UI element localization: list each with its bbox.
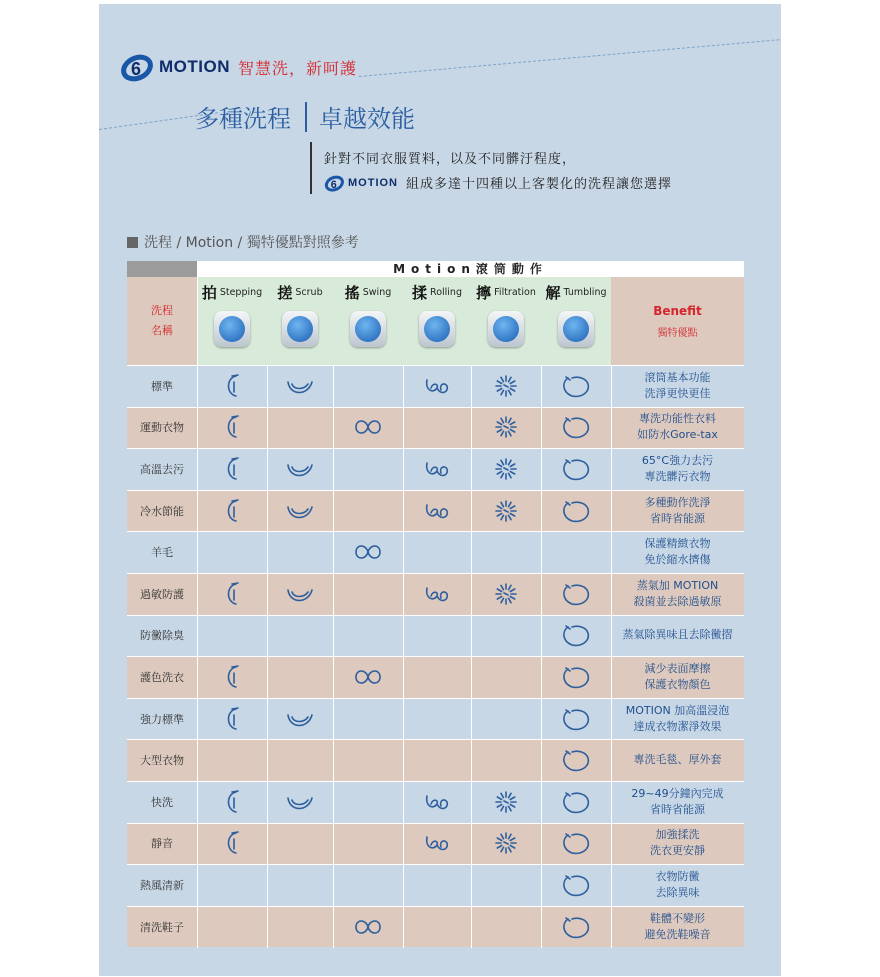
program-header-line: 洗程 <box>151 304 173 317</box>
tumbling-icon <box>558 455 594 483</box>
swing-icon-button-icon <box>350 311 386 347</box>
tumbling-icon <box>558 413 594 441</box>
program-name: 快洗 <box>151 795 173 809</box>
benefit-line: 65°C強力去污 <box>641 453 714 467</box>
tumbling-icon <box>558 705 594 733</box>
description-line-1: 針對不同衣服質料，以及不同髒汙程度， <box>324 152 577 167</box>
headline-right: 卓越效能 <box>319 105 415 133</box>
row-divider <box>127 739 744 740</box>
benefit-line: 蒸氣除異味且去除黴摺 <box>622 628 733 642</box>
column-divider <box>471 365 472 948</box>
program-name: 熱風清新 <box>140 878 184 892</box>
row-divider <box>127 531 744 532</box>
table-header-corner <box>127 261 197 277</box>
program-name: 護色洗衣 <box>140 670 184 684</box>
benefit-text <box>611 407 744 449</box>
rolling-icon <box>419 455 455 483</box>
filtration-icon <box>488 413 524 441</box>
headline-divider <box>305 102 307 132</box>
motion-zh-label: 搓 <box>277 283 293 302</box>
scrub-icon-button-icon <box>282 311 318 347</box>
benefit-line: MOTION 加高溫浸泡 <box>625 703 730 717</box>
benefit-line: 專洗功能性衣料 <box>639 412 716 426</box>
benefit-line: 加強揉洗 <box>655 828 700 842</box>
benefit-text <box>611 490 744 532</box>
tumbling-icon <box>558 871 594 899</box>
stepping-icon <box>214 497 250 525</box>
benefit-line: 免於縮水擠傷 <box>644 553 711 567</box>
motion-header-filtration <box>471 281 541 303</box>
motion-en-label: Stepping <box>219 286 263 298</box>
motion-en-label: Tumbling <box>563 286 607 298</box>
benefit-line: 滾筒基本功能 <box>644 370 711 384</box>
stepping-icon <box>214 580 250 608</box>
scrub-icon <box>282 788 318 816</box>
row-divider <box>127 448 744 449</box>
benefit-text <box>611 365 744 407</box>
stepping-icon <box>214 829 250 857</box>
benefit-line: 專洗毛毯、厚外套 <box>633 753 722 767</box>
row-divider <box>127 615 744 616</box>
filtration-icon <box>488 497 524 525</box>
benefit-text <box>611 656 744 698</box>
benefit-line: 達成衣物潔淨效果 <box>633 719 722 733</box>
tumbling-icon <box>558 497 594 525</box>
benefit-text <box>611 906 744 948</box>
program-name: 運動衣物 <box>140 421 184 435</box>
program-name: 防黴除臭 <box>140 629 184 643</box>
rolling-icon <box>419 497 455 525</box>
motion-logo-icon <box>121 52 155 82</box>
description-line-2-text: 組成多達十四種以上客製化的洗程讓您選擇 <box>406 177 673 192</box>
benefit-line: 鞋體不變形 <box>650 911 705 925</box>
benefit-line: 省時省能源 <box>650 802 705 816</box>
benefit-text <box>611 698 744 740</box>
motion-button-face <box>424 316 450 342</box>
tumbling-icon-button-icon <box>558 311 594 347</box>
motion-en-label: Scrub <box>295 286 323 298</box>
program-name: 高溫去污 <box>140 462 184 476</box>
motion-header-stepping <box>197 281 267 303</box>
filtration-icon <box>488 455 524 483</box>
program-name-header <box>127 277 197 365</box>
row-divider <box>127 365 744 366</box>
benefit-line: 減少表面摩擦 <box>644 661 711 675</box>
motion-button-face <box>219 316 245 342</box>
row-divider <box>127 823 744 824</box>
description-line-2 <box>324 173 672 192</box>
row-divider <box>127 698 744 699</box>
motion-en-label: Filtration <box>494 286 536 298</box>
rolling-icon <box>419 829 455 857</box>
row-divider <box>127 573 744 574</box>
section-title <box>127 232 359 252</box>
benefit-header-zh: 獨特優點 <box>657 327 698 339</box>
stepping-icon-button-icon <box>214 311 250 347</box>
stepping-icon <box>214 413 250 441</box>
benefit-line: 如防水Gore-tax <box>637 428 718 442</box>
motion-logo-text: MOTION <box>159 57 230 76</box>
program-name: 標準 <box>151 379 173 393</box>
brand-header <box>121 52 357 82</box>
rolling-icon <box>419 372 455 400</box>
row-divider <box>127 656 744 657</box>
tumbling-icon <box>558 621 594 649</box>
benefit-line: 省時省能源 <box>650 511 705 525</box>
motion-logo-icon <box>324 174 346 192</box>
scrub-icon <box>282 705 318 733</box>
headline <box>195 99 415 134</box>
scrub-icon <box>282 580 318 608</box>
section-title-text: 洗程 / Motion / 獨特優點對照參考 <box>144 235 359 251</box>
column-divider <box>403 365 404 948</box>
column-divider <box>197 277 198 365</box>
benefit-line: 衣物防黴 <box>655 869 700 883</box>
motion-en-label: Rolling <box>430 286 462 298</box>
benefit-line: 蒸氣加 MOTION <box>636 578 719 592</box>
benefit-line: 去除異味 <box>655 885 700 899</box>
benefit-text <box>611 781 744 823</box>
benefit-line: 洗衣更安靜 <box>650 844 705 858</box>
motion-button-face <box>563 316 589 342</box>
motion-en-label: Swing <box>362 286 392 298</box>
filtration-icon <box>488 580 524 608</box>
swing-icon <box>350 413 386 441</box>
filtration-icon-button-icon <box>488 311 524 347</box>
program-name: 清洗鞋子 <box>140 920 184 934</box>
stepping-icon <box>214 663 250 691</box>
row-divider <box>127 864 744 865</box>
motion-header-scrub <box>267 281 333 303</box>
column-divider <box>333 365 334 948</box>
motion-zh-label: 拍 <box>201 283 217 302</box>
benefit-header <box>611 277 744 365</box>
motion-header: Motion滾筒動作 <box>197 261 744 277</box>
column-divider <box>267 365 268 948</box>
program-name: 羊毛 <box>151 546 173 560</box>
motion-zh-label: 搖 <box>344 283 360 302</box>
column-divider <box>197 365 198 948</box>
swing-icon <box>350 663 386 691</box>
benefit-text <box>611 573 744 615</box>
motion-logo-text: MOTION <box>348 176 398 189</box>
benefit-line: 避免洗鞋噪音 <box>644 927 711 941</box>
stepping-icon <box>214 455 250 483</box>
benefit-line: 保護精緻衣物 <box>644 537 711 551</box>
motion-header-swing <box>333 281 403 303</box>
motion-header-rolling <box>403 281 471 303</box>
scrub-icon <box>282 455 318 483</box>
tumbling-icon <box>558 829 594 857</box>
row-divider <box>127 490 744 491</box>
benefit-line: 多種動作洗淨 <box>644 495 711 509</box>
benefit-line: 保護衣物顏色 <box>644 677 711 691</box>
program-header-line: 名稱 <box>151 324 173 337</box>
slogan: 智慧洗，新呵護 <box>238 58 358 78</box>
column-divider <box>541 365 542 948</box>
brochure-page <box>99 4 781 976</box>
motion-header-tumbling <box>541 281 611 303</box>
row-divider <box>127 781 744 782</box>
column-divider <box>611 365 612 948</box>
filtration-icon <box>488 372 524 400</box>
program-name: 過敏防護 <box>140 587 184 601</box>
swing-icon <box>350 538 386 566</box>
row-divider <box>127 407 744 408</box>
svg-text:6: 6 <box>131 59 142 79</box>
tumbling-icon <box>558 788 594 816</box>
program-name: 強力標準 <box>140 712 184 726</box>
benefit-header-en: Benefit <box>653 303 702 318</box>
motion-zh-label: 擰 <box>476 283 492 302</box>
tumbling-icon <box>558 372 594 400</box>
motion-button-face <box>493 316 519 342</box>
description-block <box>310 142 672 194</box>
motion-zh-label: 解 <box>545 283 561 302</box>
tumbling-icon <box>558 746 594 774</box>
rolling-icon <box>419 580 455 608</box>
benefit-text <box>611 531 744 573</box>
benefit-line: 殺菌並去除過敏原 <box>633 594 722 608</box>
filtration-icon <box>488 788 524 816</box>
tumbling-icon <box>558 913 594 941</box>
tumbling-icon <box>558 580 594 608</box>
svg-text:6: 6 <box>330 178 338 191</box>
program-name: 大型衣物 <box>140 754 184 768</box>
motion-button-face <box>355 316 381 342</box>
benefit-line: 29~49分鐘內完成 <box>631 786 724 800</box>
scrub-icon <box>282 497 318 525</box>
tumbling-icon <box>558 663 594 691</box>
row-divider <box>127 906 744 907</box>
benefit-line: 洗淨更快更佳 <box>644 386 711 400</box>
decor-dash-right <box>359 39 779 77</box>
stepping-icon <box>214 788 250 816</box>
stepping-icon <box>214 705 250 733</box>
motion-button-face <box>287 316 313 342</box>
rolling-icon <box>419 788 455 816</box>
scrub-icon <box>282 372 318 400</box>
headline-left: 多種洗程 <box>195 105 291 133</box>
benefit-text <box>611 864 744 906</box>
benefit-text <box>611 739 744 781</box>
program-name: 靜音 <box>151 837 173 851</box>
program-comparison-table <box>127 261 744 948</box>
stepping-icon <box>214 372 250 400</box>
square-bullet-icon <box>127 237 138 248</box>
rolling-icon-button-icon <box>419 311 455 347</box>
program-name: 冷水節能 <box>140 504 184 518</box>
benefit-text <box>611 448 744 490</box>
benefit-text <box>611 823 744 865</box>
benefit-text <box>611 615 744 657</box>
benefit-line: 專洗髒污衣物 <box>644 469 711 483</box>
motion-zh-label: 揉 <box>412 283 428 302</box>
swing-icon <box>350 913 386 941</box>
filtration-icon <box>488 829 524 857</box>
